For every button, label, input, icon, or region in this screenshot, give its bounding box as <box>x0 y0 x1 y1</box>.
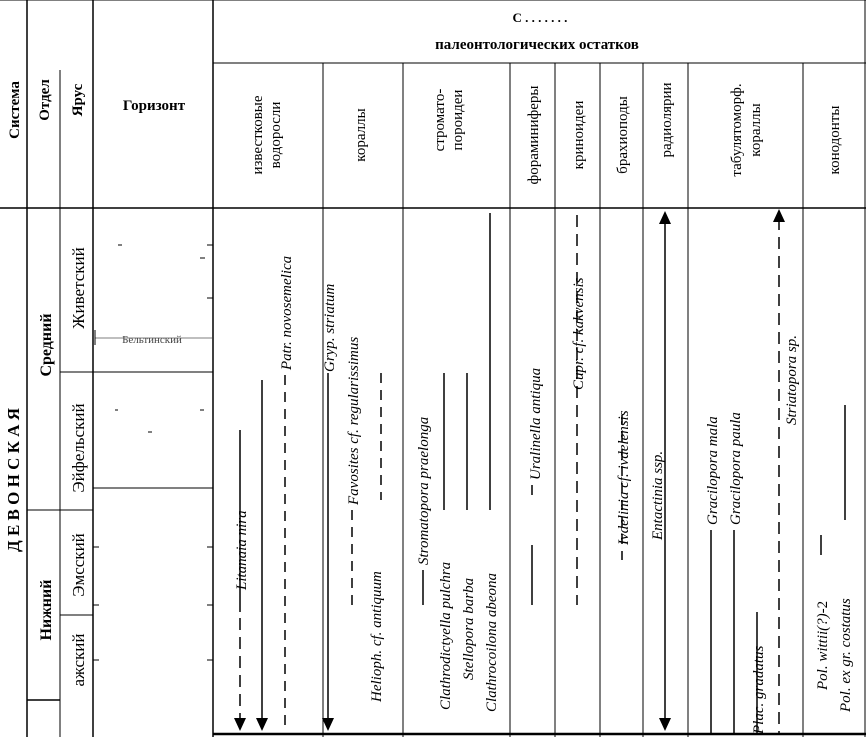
taxon-stellopora: Stellopora barba <box>461 577 477 680</box>
arrow-gryp <box>322 718 334 731</box>
stage-givetian: Живетский <box>69 247 88 329</box>
stage-pragian: ажский <box>69 633 88 687</box>
taxon-stromatopora: Stromatopora praelonga <box>416 416 432 565</box>
taxon-plac: Plac. gradatus <box>751 645 767 734</box>
group-strom-2: пороидеи <box>450 89 466 151</box>
taxon-pol-wittii: Pol. wittii(?)-2 <box>815 600 831 690</box>
taxon-litanaia: Litanaia nira <box>234 510 250 590</box>
taxon-entactinia: Entactinia ssp. <box>650 450 666 540</box>
arrow-entactinia-up <box>659 211 671 224</box>
group-conod: конодонты <box>827 105 843 175</box>
arrow-lancicula <box>256 718 268 731</box>
taxon-patr: Patr. novosemelica <box>279 255 295 370</box>
group-tabul-1: табулятоморф. <box>729 83 745 177</box>
taxon-gracilopora-paula: Gracilopora paula <box>728 412 744 525</box>
group-crinoids: криноидеи <box>571 100 587 170</box>
taxon-uralinella: Uralinella antiqua <box>528 367 544 480</box>
title-fragment: С . . . . . . . <box>512 10 568 25</box>
arrow-litanaia <box>234 718 246 731</box>
col-sistema: Система <box>7 81 23 139</box>
taxon-favosites: Favosites cf. regularissimus <box>346 336 362 505</box>
taxon-ivdelinia: Ivdelinia cf. ivdelensis <box>616 410 632 545</box>
taxon-cupr: Cupr. cf. kakvensis <box>571 277 587 390</box>
col-yarus: Ярус <box>70 83 86 117</box>
taxon-gryp: Gryp. striatum <box>322 283 338 372</box>
arrow-striatopora-up <box>773 209 785 222</box>
series-middle: Средний <box>38 313 55 377</box>
group-algae-2: водоросли <box>268 101 284 169</box>
stage-eifelian: Эйфельский <box>69 403 88 493</box>
group-corals: кораллы <box>353 108 369 162</box>
group-brach: брахиоподы <box>615 96 631 174</box>
taxon-clathrodictyella: Clathrodictyella pulchra <box>438 561 454 710</box>
taxon-helioph: Helioph. cf. antiquum <box>369 571 385 702</box>
group-strom-1: строматo- <box>432 88 448 152</box>
group-radiol: радиолярии <box>659 82 675 158</box>
taxon-striatopora: Striatopora sp. <box>784 334 800 425</box>
taxa-labels <box>234 256 854 735</box>
group-algae-1: известковые <box>250 95 266 175</box>
system-devonian: Д Е В О Н С К А Я <box>4 408 23 552</box>
group-foram: фораминиферы <box>526 85 542 185</box>
arrow-entactinia-down <box>659 718 671 731</box>
header-title: палеонтологических остатков <box>435 37 639 53</box>
taxon-gracilopora-mala: Gracilopora mala <box>705 416 721 525</box>
col-gorizont: Горизонт <box>122 98 186 114</box>
col-otdel: Отдел <box>37 79 53 121</box>
taxon-clathrocoilona: Clathrocoilona abeona <box>484 572 500 712</box>
series-lower: Нижний <box>38 579 55 641</box>
stage-emsian: Эмсский <box>69 533 88 597</box>
horizon-fragment: Бельтинский <box>122 334 182 346</box>
taxon-pol-costatus: Pol. ex gr. costatus <box>838 598 854 712</box>
group-tabul-2: кораллы <box>748 103 764 157</box>
